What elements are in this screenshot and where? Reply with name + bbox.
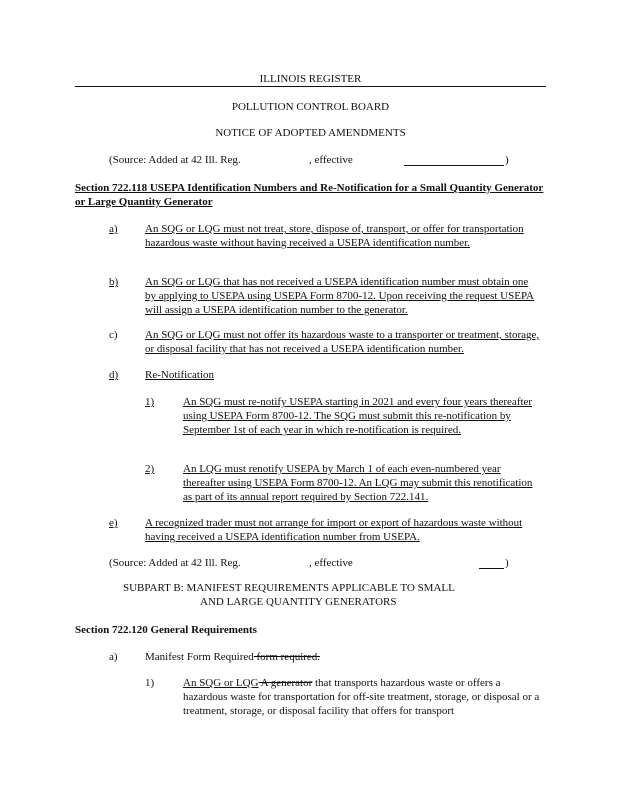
section-120-heading: Section 722.120 General Requirements <box>75 624 257 636</box>
notice-title: NOTICE OF ADOPTED AMENDMENTS <box>215 127 406 139</box>
item-c-text: An SQG or LQG must not offer its hazardous waste to a transporter or treatment, storage, or disposal facility that has not received a USEPA identification number. <box>145 329 540 355</box>
source-suffix: ) <box>505 557 509 569</box>
item-120a-label: a) <box>109 651 118 663</box>
item-d2-text: An LQG must renotify USEPA by March 1 of each even-numbered year thereafter using USEPA Form 8700-12. An LQG may submit this renotification as part of its annual report required by Section 722.141. <box>183 463 533 503</box>
item-120a1-text <box>183 676 543 718</box>
item-d1-label: 1) <box>145 396 155 408</box>
item-120a1-label: 1) <box>145 677 155 689</box>
item-b-label: b) <box>109 276 119 288</box>
subpart-line2: AND LARGE QUANTITY GENERATORS <box>200 596 397 608</box>
item-d-title: Re-Notification <box>145 369 215 381</box>
item-e-label: e) <box>109 517 118 529</box>
source-line-mid <box>109 556 529 570</box>
item-d1-text: An SQG must re-notify USEPA starting in 2021 and every four years thereafter using USEPA Form 8700-12. The SQG must submit this re-notification by September 1st of each year in which re-notification is required. <box>183 396 533 436</box>
source-effective: , effective <box>309 154 353 166</box>
item-b-text: An SQG or LQG that has not received a USEPA identification number must obtain one by applying to USEPA using USEPA Form 8700-12. Upon receiving the request USEPA will assign a USEPA identification number to the generator. <box>145 276 534 316</box>
item-120a1-rest: that transports hazardous waste or offers a hazardous waste for transportation for off-site treatment, storage, or disposal or a treatment, storage, or disposal facility that offers for transport <box>183 677 540 717</box>
item-c-label: c) <box>109 329 118 341</box>
item-120a-struck: form required. <box>253 651 321 663</box>
source-prefix: (Source: Added at 42 Ill. Reg. <box>109 557 241 569</box>
item-a-label: a) <box>109 223 118 235</box>
source-effective: , effective <box>309 557 353 569</box>
item-120a1-inserted: An SQG or LQG <box>183 677 259 689</box>
item-d-label: d) <box>109 369 119 381</box>
source-suffix: ) <box>505 154 509 166</box>
board-title: POLLUTION CONTROL BOARD <box>231 101 390 113</box>
item-e-text: A recognized trader must not arrange for import or export of hazardous waste without having received a USEPA identification number from USEPA. <box>145 517 523 543</box>
item-120a1-deleted: A generator <box>258 677 313 689</box>
source-line-top <box>109 153 529 167</box>
item-120a-text <box>145 650 525 664</box>
section-118-heading: Section 722.118 USEPA Identification Numbers and Re-Notification for a Small Quantity Generator or Large Quantity Generator <box>75 182 544 208</box>
register-title: ILLINOIS REGISTER <box>259 73 362 85</box>
source-blank <box>404 153 504 166</box>
source-blank <box>479 556 504 569</box>
subpart-line1: SUBPART B: MANIFEST REQUIREMENTS APPLICABLE TO SMALL <box>123 582 455 594</box>
header-rule <box>75 86 546 87</box>
item-d2-label: 2) <box>145 463 155 475</box>
source-prefix: (Source: Added at 42 Ill. Reg. <box>109 154 241 166</box>
item-120a-plain: Manifest Form Required <box>145 651 254 663</box>
item-a-text: An SQG or LQG must not treat, store, dispose of, transport, or offer for transportation hazardous waste without having received a USEPA identification number. <box>145 223 524 249</box>
